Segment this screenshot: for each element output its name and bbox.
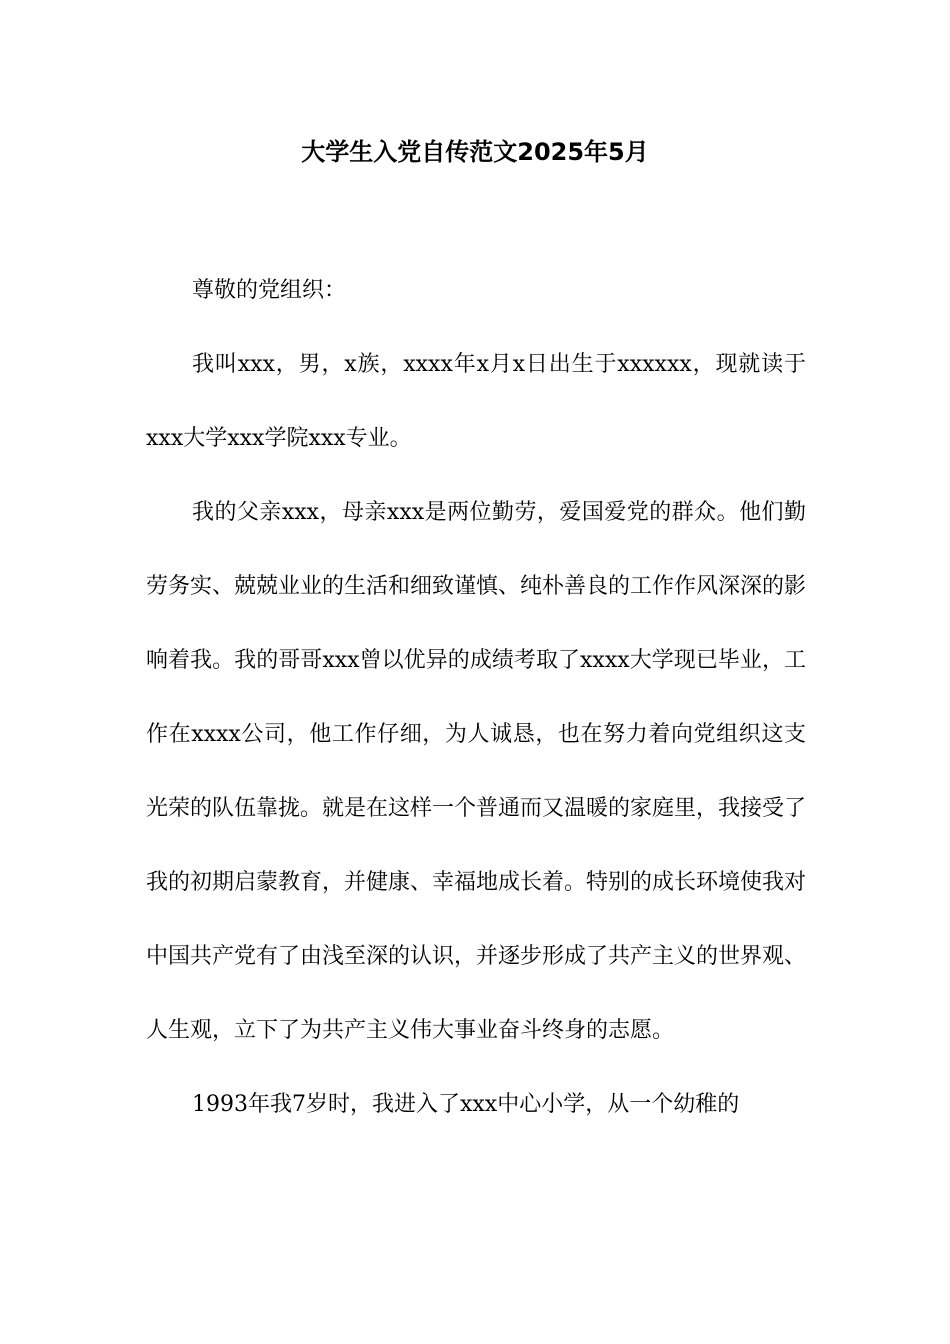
paragraph-family: 我的父亲xxx，母亲xxx是两位勤劳，爱国爱党的群众。他们勤劳务实、兢兢业业的生活和细致谨慎、纯朴善良的工作作风深深的影响着我。我的哥哥xxx曾以优异的成绩考取了xxxx大学现已毕业，工作在xxxx公司，他工作仔细，为人诚恳，也在努力着向党组织这支光荣的队伍靠拢。就是在这样一个普通而又温暖的家庭里，我接受了我的初期启蒙教育，并健康、幸福地成长着。特别的成长环境使我对中国共产党有了由浅至深的认识，并逐步形成了共产主义的世界观、人生观，立下了为共产主义伟大事业奋斗终身的志愿。 — [146, 500, 807, 1043]
paragraph-intro: 我叫xxx，男，x族，xxxx年x月x日出生于xxxxxx，现就读于xxx大学xxx学院xxx专业。 — [146, 352, 806, 451]
paragraph-primary-school: 1993年我7岁时，我进入了xxx中心小学，从一个幼稚的 — [192, 1092, 740, 1117]
document-title: 大学生入党自传范文2025年5月 — [301, 138, 649, 166]
document-body — [146, 254, 806, 1142]
salutation: 尊敬的党组织： — [192, 278, 347, 303]
